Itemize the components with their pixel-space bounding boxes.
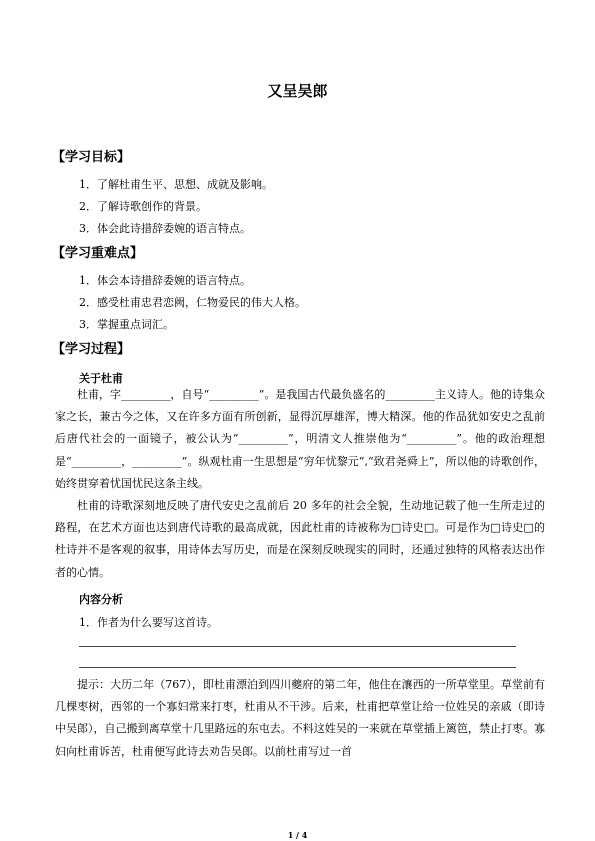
section-heading-goals: 【学习目标】 xyxy=(52,150,131,165)
key-point-item: 2．感受杜甫忠君恋阙，仁物爱民的伟大人格。 xyxy=(79,296,306,309)
subheading-about-dufu: 关于杜甫 xyxy=(79,372,123,385)
answer-line xyxy=(79,646,516,647)
subheading-content-analysis: 内容分析 xyxy=(79,593,123,606)
section-heading-process: 【学习过程】 xyxy=(52,342,131,357)
answer-line xyxy=(79,667,516,668)
paragraph-about-dufu: 杜甫，字_________，自号“_________”。是我国古代最负盛名的_________主义诗人。他的诗集众家之长，兼古今之体，又在许多方面有所创新，显得沉厚雄浑，博大精深。他的作品犹如安史之乱前后唐代社会的一面镜子，被公认为“_________”，明清文人推崇他为“_________”。他的政治理想是“_________，_________”。纵观杜甫一生思想是“穷年忧黎元”,“致君尧舜上”，所以他的诗歌创作，始终贯穿着忧国忧民这条主线。 xyxy=(55,388,545,490)
question-item: 1．作者为什么要写这首诗。 xyxy=(79,616,218,629)
key-point-item: 1．体会本诗措辞委婉的语言特点。 xyxy=(79,274,251,287)
goal-item: 2．了解诗歌创作的背景。 xyxy=(79,200,207,213)
paragraph-hint: 提示：大历二年（767），即杜甫漂泊到四川夔府的第二年，他住在瀼西的一所草堂里。草堂前有几棵枣树，西邻的一个寡妇常来打枣，杜甫从不干涉。后来，杜甫把草堂让给一位姓吴的亲戚（即诗中吴郎），自己搬到离草堂十几里路远的东屯去。不料这姓吴的一来就在草堂插上篱笆，禁止打枣。寡妇向杜甫诉苦，杜甫便写此诗去劝告吴郎。以前杜甫写过一首 xyxy=(55,678,545,758)
key-point-item: 3．掌握重点词汇。 xyxy=(79,318,174,331)
goal-item: 1．了解杜甫生平、思想、成就及影响。 xyxy=(79,178,273,191)
goal-item: 3．体会此诗措辞委婉的语言特点。 xyxy=(79,222,251,235)
section-heading-key-points: 【学习重难点】 xyxy=(52,246,144,261)
document-title: 又呈吴郎 xyxy=(267,82,328,100)
paragraph-poetry-history: 杜甫的诗歌深刻地反映了唐代安史之乱前后 20 多年的社会全貌，生动地记载了他一生所走过的路程，在艺术方面也达到唐代诗歌的最高成就，因此杜甫的诗被称为□诗史□。可是作为□诗史□的杜诗并不是客观的叙事，用诗体去写历史，而是在深刻反映现实的同时，还通过独特的风格表达出作者的心情。 xyxy=(55,499,545,579)
page-number: 1 / 4 xyxy=(287,830,308,840)
